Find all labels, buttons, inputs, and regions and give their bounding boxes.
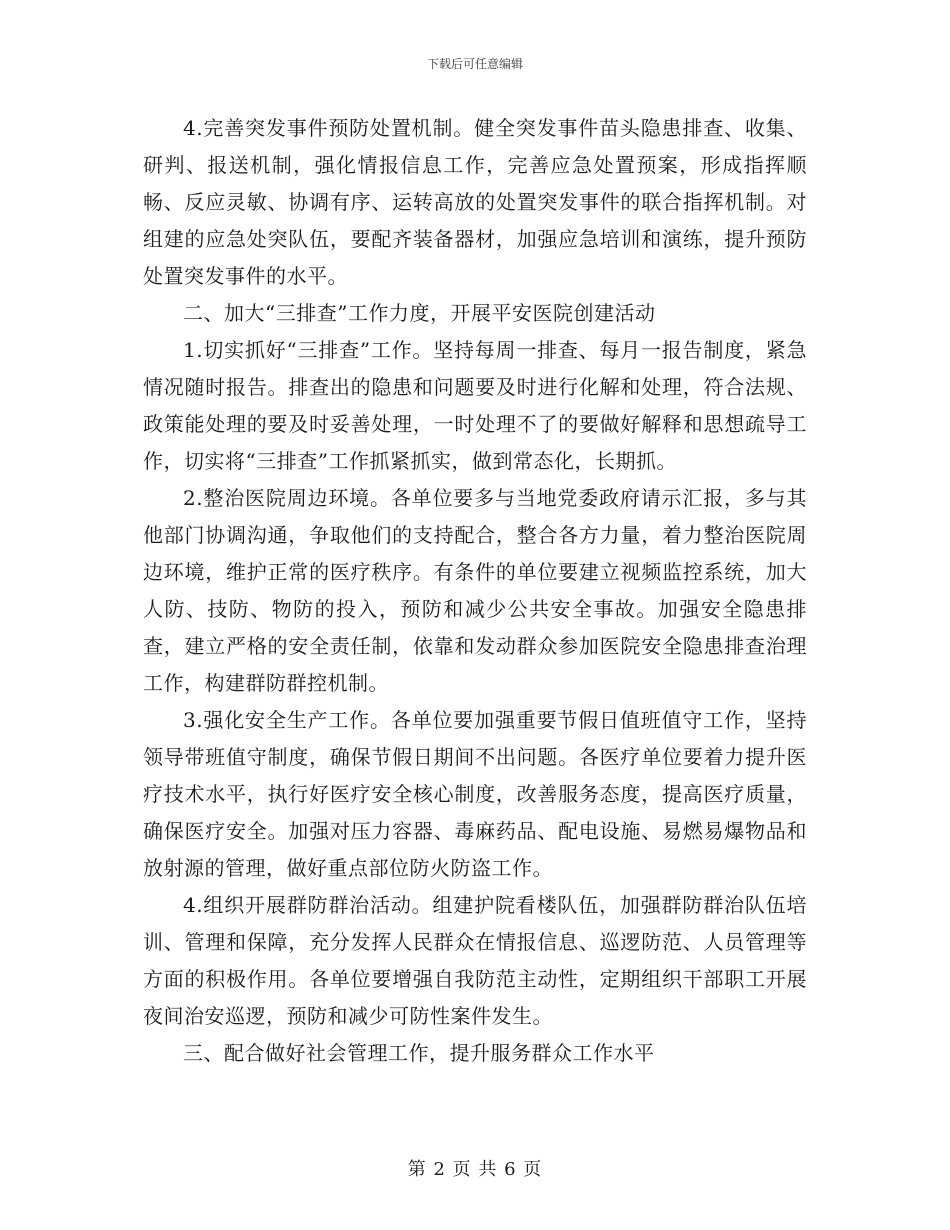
page-number-footer: 第 2 页 共 6 页 [407,1159,543,1180]
paragraph-group-prevention: 4.组织开展群防群治活动。组建护院看楼队伍，加强群防群治队伍培训、管理和保障，充分发挥人民群众在情报信息、巡逻防范、人员管理等方面的积极作用。各单位要增强自我防范主动性，定期组织干部职工开展夜间治安巡逻，预防和减少可防性案件发生。 [143,893,807,1028]
paragraph-safety-production: 3.强化安全生产工作。各单位要加强重要节假日值班值守工作，坚持领导带班值守制度，确保节假日期间不出问题。各医疗单位要着力提升医疗技术水平，执行好医疗安全核心制度，改善服务态度，提高医疗质量，确保医疗安全。加强对压力容器、毒麻药品、配电设施、易燃易爆物品和放射源的管理，做好重点部位防火防盗工作。 [143,708,807,880]
paragraph-three-investigations: 1.切实抓好“三排查”工作。坚持每周一排查、每月一报告制度，紧急情况随时报告。排查出的隐患和问题要及时进行化解和处理，符合法规、政策能处理的要及时妥善处理，一时处理不了的要做好解释和思想疏导工作，切实将“三排查”工作抓紧抓实，做到常态化，长期抓。 [143,338,807,473]
section-heading-two: 二、加大“三排查”工作力度，开展平安医院创建活动 [183,301,656,325]
section-heading-three: 三、配合做好社会管理工作，提升服务群众工作水平 [183,1041,655,1065]
document-body [143,110,807,1072]
paragraph-emergency-mechanism: 4.完善突发事件预防处置机制。健全突发事件苗头隐患排查、收集、研判、报送机制，强化情报信息工作，完善应急处置预案，形成指挥顺畅、反应灵敏、协调有序、运转高放的处置突发事件的联合指挥机制。对组建的应急处突队伍，要配齐装备器材，加强应急培训和演练，提升预防处置突发事件的水平。 [143,116,807,288]
page-header: 下载后可任意编辑 [426,57,523,71]
paragraph-hospital-environment: 2.整治医院周边环境。各单位要多与当地党委政府请示汇报，多与其他部门协调沟通，争取他们的支持配合，整合各方力量，着力整治医院周边环境，维护正常的医疗秩序。有条件的单位要建立视频监控系统，加大人防、技防、物防的投入，预防和减少公共安全事故。加强安全隐患排查，建立严格的安全责任制，依靠和发动群众参加医院安全隐患排查治理工作，构建群防群控机制。 [143,486,807,695]
